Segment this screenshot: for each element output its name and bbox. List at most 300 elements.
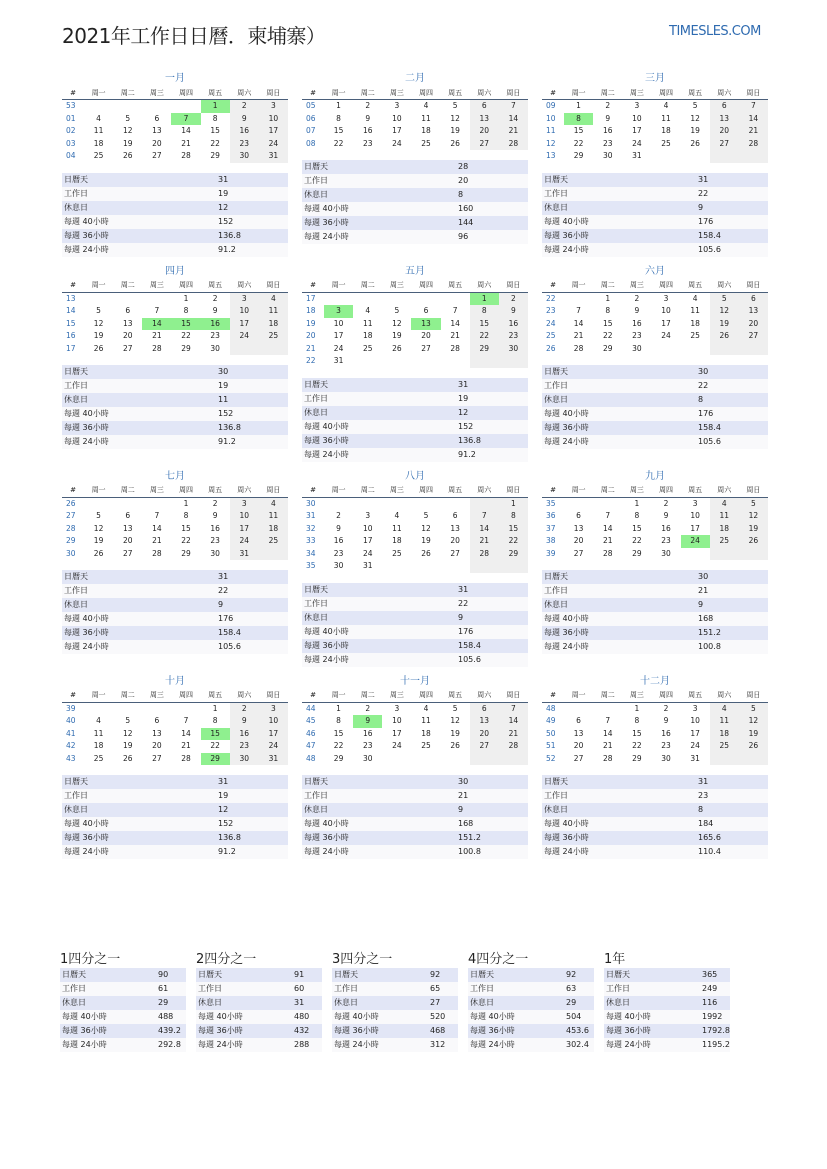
calendar-day[interactable]: 19	[122, 138, 133, 148]
calendar-day[interactable]: 29	[499, 548, 528, 561]
calendar-day[interactable]: 2	[605, 101, 611, 111]
calendar-day[interactable]: 8	[336, 113, 341, 123]
calendar-day[interactable]: 22	[181, 331, 191, 341]
calendar-day[interactable]: 5	[452, 101, 458, 111]
calendar-day[interactable]: 29	[632, 753, 642, 763]
calendar-day[interactable]: 22	[573, 138, 584, 148]
calendar-day[interactable]: 18	[710, 523, 739, 536]
calendar-day[interactable]: 18	[661, 126, 671, 136]
holiday-day[interactable]: 8	[564, 113, 593, 126]
calendar-day[interactable]: 16	[333, 536, 344, 546]
calendar-day[interactable]: 23	[661, 741, 671, 751]
calendar-day[interactable]: 24	[392, 138, 402, 148]
calendar-day[interactable]: 15	[632, 523, 642, 533]
calendar-day[interactable]: 31	[632, 151, 642, 161]
calendar-day[interactable]: 25	[362, 343, 373, 353]
calendar-day[interactable]: 31	[230, 548, 259, 561]
calendar-day[interactable]: 25	[93, 753, 104, 763]
calendar-day[interactable]: 4	[96, 716, 101, 726]
calendar-day[interactable]: 5	[125, 716, 131, 726]
calendar-day[interactable]: 12	[690, 113, 700, 123]
calendar-day[interactable]: 11	[710, 510, 739, 523]
calendar-day[interactable]: 30	[499, 343, 528, 356]
calendar-day[interactable]: 4	[663, 101, 669, 111]
calendar-day[interactable]: 18	[690, 318, 700, 328]
calendar-day[interactable]: 3	[394, 703, 400, 713]
calendar-day[interactable]: 11	[259, 510, 288, 523]
calendar-day[interactable]: 8	[470, 305, 499, 318]
calendar-day[interactable]: 30	[210, 343, 220, 353]
calendar-day[interactable]: 14	[181, 126, 191, 136]
calendar-day[interactable]: 1	[183, 498, 189, 508]
calendar-day[interactable]: 21	[181, 741, 191, 751]
calendar-day[interactable]: 9	[230, 715, 259, 728]
calendar-day[interactable]: 8	[183, 511, 189, 521]
calendar-day[interactable]: 11	[93, 126, 104, 136]
calendar-day[interactable]: 31	[259, 150, 288, 163]
calendar-day[interactable]: 30	[602, 151, 613, 161]
calendar-day[interactable]: 9	[365, 113, 371, 123]
calendar-day[interactable]: 29	[181, 343, 191, 353]
calendar-day[interactable]: 7	[470, 510, 499, 523]
calendar-day[interactable]: 27	[421, 343, 431, 353]
calendar-day[interactable]: 22	[632, 741, 642, 751]
calendar-day[interactable]: 21	[739, 125, 768, 138]
calendar-day[interactable]: 22	[470, 330, 499, 343]
calendar-day[interactable]: 14	[499, 113, 528, 126]
calendar-day[interactable]: 21	[602, 741, 613, 751]
calendar-day[interactable]: 25	[710, 535, 739, 548]
holiday-day[interactable]: 3	[324, 305, 353, 318]
calendar-day[interactable]: 8	[183, 306, 189, 316]
calendar-day[interactable]: 7	[154, 306, 160, 316]
calendar-day[interactable]: 13	[710, 113, 739, 126]
calendar-day[interactable]: 5	[739, 497, 768, 510]
calendar-day[interactable]: 11	[421, 113, 431, 123]
calendar-day[interactable]: 23	[230, 138, 259, 151]
calendar-day[interactable]: 14	[450, 318, 460, 328]
calendar-day[interactable]: 16	[499, 318, 528, 331]
calendar-day[interactable]: 14	[181, 728, 191, 738]
calendar-day[interactable]: 13	[122, 523, 133, 533]
calendar-day[interactable]: 13	[152, 126, 162, 136]
calendar-day[interactable]: 6	[154, 716, 160, 726]
calendar-day[interactable]: 15	[602, 318, 613, 328]
calendar-day[interactable]: 27	[122, 548, 133, 558]
calendar-day[interactable]: 5	[710, 292, 739, 305]
calendar-day[interactable]: 3	[365, 511, 371, 521]
calendar-day[interactable]: 11	[93, 728, 104, 738]
calendar-day[interactable]: 21	[470, 535, 499, 548]
calendar-day[interactable]: 26	[392, 343, 402, 353]
calendar-day[interactable]: 20	[573, 741, 584, 751]
calendar-day[interactable]: 19	[392, 331, 402, 341]
calendar-day[interactable]: 14	[602, 728, 613, 738]
calendar-day[interactable]: 8	[336, 716, 341, 726]
calendar-day[interactable]: 9	[605, 113, 611, 123]
calendar-day[interactable]: 21	[499, 125, 528, 138]
calendar-day[interactable]: 3	[230, 497, 259, 510]
calendar-day[interactable]: 11	[661, 113, 671, 123]
calendar-day[interactable]: 25	[259, 330, 288, 343]
holiday-day[interactable]: 9	[353, 715, 382, 728]
calendar-day[interactable]: 7	[452, 306, 458, 316]
calendar-day[interactable]: 1	[183, 293, 189, 303]
calendar-day[interactable]: 28	[739, 138, 768, 151]
calendar-day[interactable]: 13	[152, 728, 162, 738]
calendar-day[interactable]: 29	[333, 753, 344, 763]
calendar-day[interactable]: 12	[392, 318, 402, 328]
calendar-day[interactable]: 7	[499, 702, 528, 715]
calendar-day[interactable]: 10	[392, 113, 402, 123]
calendar-day[interactable]: 14	[499, 715, 528, 728]
calendar-day[interactable]: 22	[181, 536, 191, 546]
calendar-day[interactable]: 21	[573, 331, 584, 341]
calendar-day[interactable]: 26	[93, 548, 104, 558]
calendar-day[interactable]: 2	[634, 293, 640, 303]
calendar-day[interactable]: 6	[423, 306, 429, 316]
calendar-day[interactable]: 31	[690, 753, 700, 763]
calendar-day[interactable]: 19	[450, 126, 460, 136]
calendar-day[interactable]: 30	[362, 753, 373, 763]
calendar-day[interactable]: 1	[634, 703, 640, 713]
calendar-day[interactable]: 30	[661, 548, 671, 558]
calendar-day[interactable]: 6	[576, 716, 581, 726]
calendar-day[interactable]: 17	[333, 331, 344, 341]
calendar-day[interactable]: 30	[230, 150, 259, 163]
calendar-day[interactable]: 17	[392, 126, 402, 136]
calendar-day[interactable]: 21	[152, 331, 162, 341]
calendar-day[interactable]: 10	[230, 305, 259, 318]
calendar-day[interactable]: 7	[605, 716, 611, 726]
calendar-day[interactable]: 18	[421, 728, 431, 738]
calendar-day[interactable]: 2	[365, 703, 371, 713]
calendar-day[interactable]: 27	[470, 740, 499, 753]
calendar-day[interactable]: 28	[573, 343, 584, 353]
calendar-day[interactable]: 11	[710, 715, 739, 728]
calendar-day[interactable]: 31	[259, 753, 288, 766]
calendar-day[interactable]: 19	[690, 126, 700, 136]
calendar-day[interactable]: 28	[152, 548, 162, 558]
calendar-day[interactable]: 3	[634, 101, 640, 111]
calendar-day[interactable]: 19	[93, 536, 104, 546]
calendar-day[interactable]: 4	[96, 113, 101, 123]
calendar-day[interactable]: 7	[576, 306, 581, 316]
calendar-day[interactable]: 23	[362, 741, 373, 751]
calendar-day[interactable]: 3	[692, 703, 698, 713]
calendar-day[interactable]: 6	[470, 100, 499, 113]
calendar-day[interactable]: 17	[392, 728, 402, 738]
calendar-day[interactable]: 20	[739, 318, 768, 331]
calendar-day[interactable]: 16	[362, 126, 373, 136]
calendar-day[interactable]: 10	[632, 113, 642, 123]
calendar-day[interactable]: 13	[573, 523, 584, 533]
calendar-day[interactable]: 8	[605, 306, 611, 316]
calendar-day[interactable]: 19	[122, 741, 133, 751]
calendar-day[interactable]: 12	[739, 510, 768, 523]
calendar-day[interactable]: 22	[499, 535, 528, 548]
calendar-day[interactable]: 7	[499, 100, 528, 113]
holiday-day[interactable]: 7	[171, 113, 200, 126]
calendar-day[interactable]: 20	[573, 536, 584, 546]
calendar-day[interactable]: 11	[362, 318, 373, 328]
calendar-day[interactable]: 16	[362, 728, 373, 738]
calendar-day[interactable]: 20	[421, 331, 431, 341]
calendar-day[interactable]: 13	[122, 318, 133, 328]
calendar-day[interactable]: 31	[362, 561, 373, 571]
calendar-day[interactable]: 6	[154, 113, 160, 123]
calendar-day[interactable]: 13	[470, 715, 499, 728]
calendar-day[interactable]: 18	[362, 331, 373, 341]
calendar-day[interactable]: 29	[181, 548, 191, 558]
calendar-day[interactable]: 5	[692, 101, 698, 111]
calendar-day[interactable]: 2	[336, 511, 341, 521]
calendar-day[interactable]: 27	[152, 151, 162, 161]
calendar-day[interactable]: 19	[93, 331, 104, 341]
calendar-day[interactable]: 24	[690, 741, 700, 751]
calendar-day[interactable]: 22	[333, 138, 344, 148]
calendar-day[interactable]: 4	[259, 497, 288, 510]
calendar-day[interactable]: 17	[230, 318, 259, 331]
calendar-day[interactable]: 2	[230, 100, 259, 113]
calendar-day[interactable]: 9	[212, 511, 218, 521]
calendar-day[interactable]: 1	[605, 293, 611, 303]
calendar-day[interactable]: 19	[450, 728, 460, 738]
calendar-day[interactable]: 12	[122, 126, 133, 136]
calendar-day[interactable]: 12	[450, 113, 460, 123]
calendar-day[interactable]: 25	[93, 151, 104, 161]
calendar-day[interactable]: 5	[96, 511, 101, 521]
calendar-day[interactable]: 27	[450, 548, 460, 558]
calendar-day[interactable]: 18	[93, 138, 104, 148]
calendar-day[interactable]: 21	[450, 331, 460, 341]
calendar-day[interactable]: 1	[212, 703, 218, 713]
brand-link[interactable]: TIMESLES.COM	[669, 24, 761, 39]
calendar-day[interactable]: 2	[499, 292, 528, 305]
calendar-day[interactable]: 26	[421, 548, 431, 558]
calendar-day[interactable]: 24	[632, 138, 642, 148]
calendar-day[interactable]: 6	[739, 292, 768, 305]
calendar-day[interactable]: 18	[392, 536, 402, 546]
calendar-day[interactable]: 29	[632, 548, 642, 558]
calendar-day[interactable]: 26	[93, 343, 104, 353]
calendar-day[interactable]: 23	[602, 138, 613, 148]
calendar-day[interactable]: 22	[632, 536, 642, 546]
calendar-day[interactable]: 2	[663, 703, 669, 713]
calendar-day[interactable]: 8	[634, 716, 640, 726]
calendar-day[interactable]: 13	[450, 523, 460, 533]
calendar-day[interactable]: 4	[423, 703, 429, 713]
calendar-day[interactable]: 5	[423, 511, 429, 521]
calendar-day[interactable]: 23	[632, 331, 642, 341]
calendar-day[interactable]: 10	[392, 716, 402, 726]
calendar-day[interactable]: 25	[690, 331, 700, 341]
calendar-day[interactable]: 11	[690, 306, 700, 316]
calendar-day[interactable]: 25	[421, 138, 431, 148]
calendar-day[interactable]: 29	[573, 151, 584, 161]
calendar-day[interactable]: 12	[421, 523, 431, 533]
calendar-day[interactable]: 23	[499, 330, 528, 343]
calendar-day[interactable]: 14	[470, 523, 499, 536]
calendar-day[interactable]: 16	[602, 126, 613, 136]
calendar-day[interactable]: 9	[663, 511, 669, 521]
calendar-day[interactable]: 16	[632, 318, 642, 328]
calendar-day[interactable]: 21	[152, 536, 162, 546]
calendar-day[interactable]: 23	[661, 536, 671, 546]
calendar-day[interactable]: 10	[230, 510, 259, 523]
calendar-day[interactable]: 4	[423, 101, 429, 111]
calendar-day[interactable]: 2	[230, 702, 259, 715]
calendar-day[interactable]: 12	[450, 716, 460, 726]
holiday-day[interactable]: 15	[171, 318, 200, 331]
calendar-day[interactable]: 13	[470, 113, 499, 126]
calendar-day[interactable]: 20	[152, 138, 162, 148]
calendar-day[interactable]: 30	[333, 561, 344, 571]
calendar-day[interactable]: 15	[333, 728, 344, 738]
calendar-day[interactable]: 17	[661, 318, 671, 328]
calendar-day[interactable]: 2	[663, 498, 669, 508]
calendar-day[interactable]: 4	[365, 306, 371, 316]
calendar-day[interactable]: 19	[710, 318, 739, 331]
calendar-day[interactable]: 23	[362, 138, 373, 148]
calendar-day[interactable]: 27	[573, 548, 584, 558]
calendar-day[interactable]: 6	[452, 511, 458, 521]
calendar-day[interactable]: 30	[230, 753, 259, 766]
calendar-day[interactable]: 20	[122, 536, 133, 546]
calendar-day[interactable]: 11	[421, 716, 431, 726]
calendar-day[interactable]: 17	[259, 125, 288, 138]
calendar-day[interactable]: 16	[230, 728, 259, 741]
calendar-day[interactable]: 18	[93, 741, 104, 751]
calendar-day[interactable]: 6	[470, 702, 499, 715]
calendar-day[interactable]: 25	[392, 548, 402, 558]
calendar-day[interactable]: 24	[392, 741, 402, 751]
calendar-day[interactable]: 29	[470, 343, 499, 356]
calendar-day[interactable]: 30	[210, 548, 220, 558]
calendar-day[interactable]: 13	[739, 305, 768, 318]
calendar-day[interactable]: 14	[152, 523, 162, 533]
calendar-day[interactable]: 14	[602, 523, 613, 533]
calendar-day[interactable]: 15	[573, 126, 584, 136]
calendar-day[interactable]: 17	[259, 728, 288, 741]
calendar-day[interactable]: 24	[362, 548, 373, 558]
calendar-day[interactable]: 7	[739, 100, 768, 113]
calendar-day[interactable]: 9	[212, 306, 218, 316]
calendar-day[interactable]: 5	[452, 703, 458, 713]
calendar-day[interactable]: 15	[181, 523, 191, 533]
holiday-day[interactable]: 13	[411, 318, 440, 331]
calendar-day[interactable]: 21	[181, 138, 191, 148]
calendar-day[interactable]: 14	[739, 113, 768, 126]
calendar-day[interactable]: 27	[122, 343, 133, 353]
holiday-day[interactable]: 15	[201, 728, 230, 741]
calendar-day[interactable]: 20	[470, 125, 499, 138]
calendar-day[interactable]: 5	[96, 306, 101, 316]
calendar-day[interactable]: 2	[365, 101, 371, 111]
calendar-day[interactable]: 3	[259, 100, 288, 113]
calendar-day[interactable]: 16	[661, 523, 671, 533]
calendar-day[interactable]: 19	[421, 536, 431, 546]
calendar-day[interactable]: 4	[710, 702, 739, 715]
calendar-day[interactable]: 10	[259, 715, 288, 728]
holiday-day[interactable]: 1	[470, 292, 499, 305]
calendar-day[interactable]: 27	[573, 753, 584, 763]
calendar-day[interactable]: 19	[739, 728, 768, 741]
calendar-day[interactable]: 29	[210, 151, 220, 161]
calendar-day[interactable]: 4	[259, 292, 288, 305]
calendar-day[interactable]: 4	[394, 511, 400, 521]
calendar-day[interactable]: 8	[212, 716, 218, 726]
calendar-day[interactable]: 24	[230, 535, 259, 548]
calendar-day[interactable]: 2	[212, 498, 218, 508]
calendar-day[interactable]: 18	[710, 728, 739, 741]
calendar-day[interactable]: 3	[663, 293, 669, 303]
calendar-day[interactable]: 10	[333, 318, 344, 328]
calendar-day[interactable]: 26	[450, 138, 460, 148]
calendar-day[interactable]: 5	[394, 306, 400, 316]
calendar-day[interactable]: 31	[333, 356, 344, 366]
calendar-day[interactable]: 15	[333, 126, 344, 136]
calendar-day[interactable]: 24	[333, 343, 344, 353]
calendar-day[interactable]: 10	[690, 716, 700, 726]
calendar-day[interactable]: 26	[450, 741, 460, 751]
calendar-day[interactable]: 16	[661, 728, 671, 738]
holiday-day[interactable]: 29	[201, 753, 230, 766]
calendar-day[interactable]: 11	[392, 523, 402, 533]
calendar-day[interactable]: 28	[499, 138, 528, 151]
holiday-day[interactable]: 14	[142, 318, 171, 331]
calendar-day[interactable]: 25	[259, 535, 288, 548]
calendar-day[interactable]: 20	[450, 536, 460, 546]
calendar-day[interactable]: 1	[336, 101, 341, 111]
calendar-day[interactable]: 22	[602, 331, 613, 341]
calendar-day[interactable]: 6	[710, 100, 739, 113]
calendar-day[interactable]: 9	[230, 113, 259, 126]
calendar-day[interactable]: 28	[602, 548, 613, 558]
calendar-day[interactable]: 17	[632, 126, 642, 136]
calendar-day[interactable]: 28	[602, 753, 613, 763]
calendar-day[interactable]: 28	[499, 740, 528, 753]
calendar-day[interactable]: 4	[710, 497, 739, 510]
calendar-day[interactable]: 26	[122, 753, 133, 763]
holiday-day[interactable]: 16	[201, 318, 230, 331]
calendar-day[interactable]: 24	[259, 740, 288, 753]
calendar-day[interactable]: 26	[710, 330, 739, 343]
calendar-day[interactable]: 22	[210, 138, 220, 148]
calendar-day[interactable]: 8	[634, 511, 640, 521]
calendar-day[interactable]: 18	[421, 126, 431, 136]
calendar-day[interactable]: 8	[212, 113, 218, 123]
calendar-day[interactable]: 29	[602, 343, 613, 353]
calendar-day[interactable]: 14	[573, 318, 584, 328]
calendar-day[interactable]: 10	[690, 511, 700, 521]
calendar-day[interactable]: 25	[661, 138, 671, 148]
calendar-day[interactable]: 1	[634, 498, 640, 508]
calendar-day[interactable]: 1	[499, 497, 528, 510]
calendar-day[interactable]: 27	[470, 138, 499, 151]
calendar-day[interactable]: 3	[394, 101, 400, 111]
calendar-day[interactable]: 9	[499, 305, 528, 318]
calendar-day[interactable]: 23	[230, 740, 259, 753]
calendar-day[interactable]: 17	[362, 536, 373, 546]
calendar-day[interactable]: 18	[259, 523, 288, 536]
calendar-day[interactable]: 16	[230, 125, 259, 138]
calendar-day[interactable]: 24	[230, 330, 259, 343]
calendar-day[interactable]: 3	[230, 292, 259, 305]
calendar-day[interactable]: 30	[661, 753, 671, 763]
holiday-day[interactable]: 24	[681, 535, 710, 548]
calendar-day[interactable]: 7	[183, 716, 189, 726]
